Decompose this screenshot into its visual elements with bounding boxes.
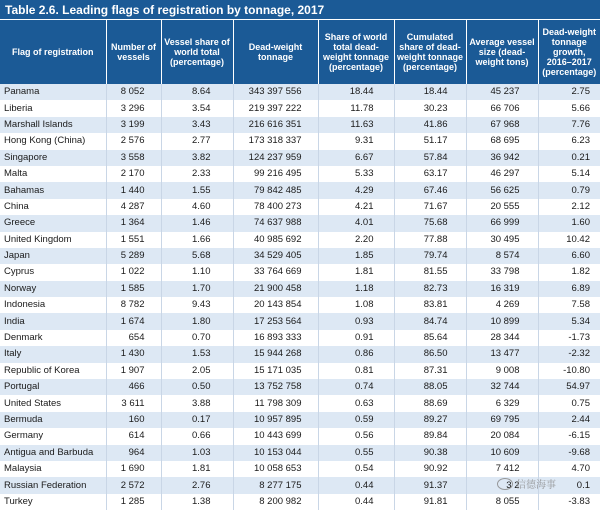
value-cell: 13 752 758 [233,379,318,395]
value-cell: 75.68 [394,215,466,231]
value-cell: 89.27 [394,412,466,428]
value-cell: 8 052 [106,84,161,100]
value-cell: 9 008 [466,363,538,379]
value-cell: 16 893 333 [233,330,318,346]
value-cell: 0.81 [318,363,394,379]
table-row [0,215,600,231]
flag-name-cell: Indonesia [0,297,106,313]
value-cell: 45 237 [466,84,538,100]
value-cell: 2 576 [106,133,161,149]
value-cell: 20 143 854 [233,297,318,313]
value-cell: 90.38 [394,445,466,461]
value-cell: 3 199 [106,117,161,133]
value-cell: 8 782 [106,297,161,313]
value-cell: 10 058 653 [233,461,318,477]
value-cell: 0.44 [318,477,394,493]
value-cell: 1 430 [106,346,161,362]
flag-name-cell: United States [0,395,106,411]
column-header: Dead-weight tonnage growth, 2016–2017 (percentage) [538,20,600,84]
value-cell: 2.12 [538,199,600,215]
flag-name-cell: Marshall Islands [0,117,106,133]
value-cell: 32 744 [466,379,538,395]
value-cell: 51.17 [394,133,466,149]
value-cell: 4.29 [318,182,394,198]
value-cell: 68 695 [466,133,538,149]
value-cell: 1 285 [106,494,161,510]
value-cell: 30 495 [466,232,538,248]
value-cell: 46 297 [466,166,538,182]
value-cell: 8.64 [161,84,233,100]
value-cell: 67.46 [394,182,466,198]
value-cell: 56 625 [466,182,538,198]
value-cell: -10.80 [538,363,600,379]
value-cell: 2.33 [161,166,233,182]
value-cell: 5.68 [161,248,233,264]
value-cell: -1.73 [538,330,600,346]
value-cell: 3.82 [161,150,233,166]
value-cell: 1 440 [106,182,161,198]
value-cell: 1.81 [161,461,233,477]
value-cell: 7.76 [538,117,600,133]
value-cell: 0.50 [161,379,233,395]
value-cell: 3 558 [106,150,161,166]
value-cell: 79 842 485 [233,182,318,198]
value-cell: 8 055 [466,494,538,510]
flag-name-cell: Hong Kong (China) [0,133,106,149]
value-cell: 8 200 982 [233,494,318,510]
value-cell: 4.70 [538,461,600,477]
value-cell: 71.67 [394,199,466,215]
value-cell: 7.58 [538,297,600,313]
flag-name-cell: Denmark [0,330,106,346]
value-cell: 13 477 [466,346,538,362]
table-row [0,166,600,182]
value-cell: 466 [106,379,161,395]
table-caption: Table 2.6. Leading flags of registration by tonnage, 2017 [0,0,600,20]
value-cell: 0.55 [318,445,394,461]
value-cell: 16 319 [466,281,538,297]
table-row [0,182,600,198]
value-cell: 5.66 [538,100,600,116]
table-row [0,395,600,411]
table-row [0,346,600,362]
table-row [0,133,600,149]
value-cell: 6 329 [466,395,538,411]
value-cell: 1 585 [106,281,161,297]
value-cell: 87.31 [394,363,466,379]
value-cell: 69 795 [466,412,538,428]
table-row [0,379,600,395]
flag-name-cell: Liberia [0,100,106,116]
value-cell: -9.68 [538,445,600,461]
value-cell: 88.05 [394,379,466,395]
value-cell: 8 574 [466,248,538,264]
value-cell: 81.55 [394,264,466,280]
column-header: Average vessel size (dead-weight tons) [466,20,538,84]
value-cell: 11.63 [318,117,394,133]
value-cell: 5.34 [538,313,600,329]
value-cell: 219 397 222 [233,100,318,116]
value-cell: 2.75 [538,84,600,100]
value-cell: 2.05 [161,363,233,379]
value-cell: 1 551 [106,232,161,248]
value-cell: 1.18 [318,281,394,297]
value-cell: 6.60 [538,248,600,264]
value-cell: 66 999 [466,215,538,231]
value-cell: 3.54 [161,100,233,116]
value-cell: 0.1 [538,477,600,493]
value-cell: 11.78 [318,100,394,116]
value-cell: 67 968 [466,117,538,133]
value-cell: 10.42 [538,232,600,248]
value-cell: 8 277 175 [233,477,318,493]
value-cell: 15 171 035 [233,363,318,379]
flag-name-cell: China [0,199,106,215]
flag-name-cell: Republic of Korea [0,363,106,379]
value-cell: 34 529 405 [233,248,318,264]
value-cell: 91.37 [394,477,466,493]
table-row [0,150,600,166]
flag-name-cell: Antigua and Barbuda [0,445,106,461]
value-cell: 0.86 [318,346,394,362]
wechat-icon [497,478,513,490]
value-cell: 0.66 [161,428,233,444]
value-cell: 0.63 [318,395,394,411]
value-cell: 1.46 [161,215,233,231]
value-cell: 614 [106,428,161,444]
table-row [0,330,600,346]
value-cell: 6.89 [538,281,600,297]
value-cell: 91.81 [394,494,466,510]
value-cell: 654 [106,330,161,346]
flag-name-cell: Singapore [0,150,106,166]
table-row [0,100,600,116]
watermark [497,476,556,491]
table-body [0,84,600,510]
value-cell: 2 170 [106,166,161,182]
value-cell: 78 400 273 [233,199,318,215]
value-cell: 6.23 [538,133,600,149]
value-cell: 2 572 [106,477,161,493]
value-cell: 77.88 [394,232,466,248]
table-row [0,199,600,215]
table-row [0,232,600,248]
value-cell: 1 364 [106,215,161,231]
table-row [0,412,600,428]
value-cell: 15 944 268 [233,346,318,362]
table-row [0,428,600,444]
flag-name-cell: Germany [0,428,106,444]
flag-name-cell: India [0,313,106,329]
value-cell: 36 942 [466,150,538,166]
value-cell: 216 616 351 [233,117,318,133]
flag-name-cell: Turkey [0,494,106,510]
value-cell: 1.03 [161,445,233,461]
value-cell: 3 296 [106,100,161,116]
value-cell: 41.86 [394,117,466,133]
value-cell: 18.44 [394,84,466,100]
value-cell: 10 957 895 [233,412,318,428]
value-cell: 28 344 [466,330,538,346]
table-row [0,445,600,461]
value-cell: 7 412 [466,461,538,477]
value-cell: 30.23 [394,100,466,116]
value-cell: 11 798 309 [233,395,318,411]
value-cell: 21 900 458 [233,281,318,297]
value-cell: 1.10 [161,264,233,280]
value-cell: 160 [106,412,161,428]
table-row [0,461,600,477]
value-cell: 5.14 [538,166,600,182]
value-cell: 0.74 [318,379,394,395]
value-cell: -3.83 [538,494,600,510]
flag-name-cell: Panama [0,84,106,100]
value-cell: 40 985 692 [233,232,318,248]
flag-name-cell: Norway [0,281,106,297]
value-cell: 1.55 [161,182,233,198]
table-row [0,313,600,329]
column-header: Flag of registration [0,20,106,84]
value-cell: 57.84 [394,150,466,166]
flag-name-cell: Russian Federation [0,477,106,493]
value-cell: 0.91 [318,330,394,346]
value-cell: 4 287 [106,199,161,215]
flag-name-cell: Bahamas [0,182,106,198]
value-cell: 82.73 [394,281,466,297]
table-row [0,363,600,379]
value-cell: 9.43 [161,297,233,313]
value-cell: 1.81 [318,264,394,280]
value-cell: 2.44 [538,412,600,428]
value-cell: 88.69 [394,395,466,411]
value-cell: 3 2 [466,477,538,493]
table-row [0,84,600,100]
value-cell: 1 022 [106,264,161,280]
value-cell: 20 555 [466,199,538,215]
flags-table [0,20,600,510]
value-cell: 99 216 495 [233,166,318,182]
value-cell: 0.79 [538,182,600,198]
value-cell: 3.43 [161,117,233,133]
column-header: Share of world total dead-weight tonnage (percentage) [318,20,394,84]
value-cell: 964 [106,445,161,461]
value-cell: 5 289 [106,248,161,264]
value-cell: 1.38 [161,494,233,510]
value-cell: 83.81 [394,297,466,313]
value-cell: 84.74 [394,313,466,329]
value-cell: 2.76 [161,477,233,493]
value-cell: 66 706 [466,100,538,116]
value-cell: 9.31 [318,133,394,149]
value-cell: 20 084 [466,428,538,444]
flag-name-cell: Italy [0,346,106,362]
value-cell: 1.66 [161,232,233,248]
value-cell: 1.53 [161,346,233,362]
value-cell: 5.33 [318,166,394,182]
value-cell: 4.21 [318,199,394,215]
flag-name-cell: Malta [0,166,106,182]
column-header: Dead-weight tonnage [233,20,318,84]
flag-name-cell: Bermuda [0,412,106,428]
value-cell: 10 609 [466,445,538,461]
flag-name-cell: Portugal [0,379,106,395]
value-cell: 63.17 [394,166,466,182]
value-cell: 79.74 [394,248,466,264]
value-cell: 0.17 [161,412,233,428]
value-cell: 1.82 [538,264,600,280]
value-cell: 10 899 [466,313,538,329]
value-cell: 89.84 [394,428,466,444]
value-cell: 1.70 [161,281,233,297]
value-cell: 33 798 [466,264,538,280]
value-cell: 0.44 [318,494,394,510]
value-cell: 10 153 044 [233,445,318,461]
value-cell: 343 397 556 [233,84,318,100]
value-cell: 1.85 [318,248,394,264]
value-cell: 1 674 [106,313,161,329]
value-cell: 54.97 [538,379,600,395]
table-row [0,264,600,280]
table-row [0,494,600,510]
value-cell: 85.64 [394,330,466,346]
flag-name-cell: Japan [0,248,106,264]
value-cell: 2.77 [161,133,233,149]
column-header: Cumulated share of dead-weight tonnage (percentage) [394,20,466,84]
value-cell: 0.54 [318,461,394,477]
value-cell: 3 611 [106,395,161,411]
table-row [0,281,600,297]
table-row [0,117,600,133]
value-cell: 1 690 [106,461,161,477]
value-cell: 1.08 [318,297,394,313]
table-row [0,297,600,313]
value-cell: 0.75 [538,395,600,411]
value-cell: 2.20 [318,232,394,248]
value-cell: 0.93 [318,313,394,329]
value-cell: 4.01 [318,215,394,231]
flag-name-cell: Greece [0,215,106,231]
value-cell: 1.60 [538,215,600,231]
value-cell: 90.92 [394,461,466,477]
column-header: Number of vessels [106,20,161,84]
value-cell: 10 443 699 [233,428,318,444]
header-row [0,20,600,84]
value-cell: 6.67 [318,150,394,166]
value-cell: 0.56 [318,428,394,444]
column-header: Vessel share of world total (percentage) [161,20,233,84]
value-cell: 124 237 959 [233,150,318,166]
value-cell: 4 269 [466,297,538,313]
value-cell: 18.44 [318,84,394,100]
value-cell: 3.88 [161,395,233,411]
table-row [0,248,600,264]
value-cell: 17 253 564 [233,313,318,329]
watermark-text: 信德海事 [516,480,556,491]
value-cell: 33 764 669 [233,264,318,280]
flag-name-cell: United Kingdom [0,232,106,248]
value-cell: 0.70 [161,330,233,346]
value-cell: 0.21 [538,150,600,166]
value-cell: 4.60 [161,199,233,215]
value-cell: 1.80 [161,313,233,329]
value-cell: -2.32 [538,346,600,362]
value-cell: -6.15 [538,428,600,444]
flag-name-cell: Cyprus [0,264,106,280]
value-cell: 173 318 337 [233,133,318,149]
value-cell: 74 637 988 [233,215,318,231]
value-cell: 1 907 [106,363,161,379]
value-cell: 86.50 [394,346,466,362]
flag-name-cell: Malaysia [0,461,106,477]
value-cell: 0.59 [318,412,394,428]
